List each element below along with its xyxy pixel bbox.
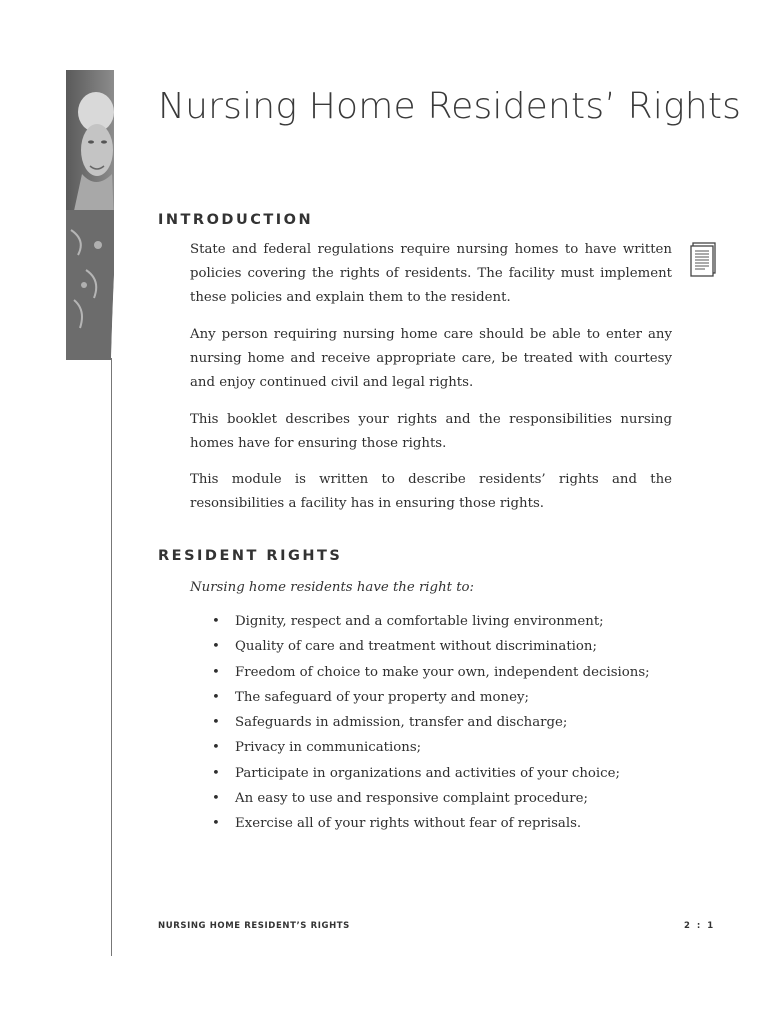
footer-title: NURSING HOME RESIDENT’S RIGHTS: [158, 921, 350, 931]
list-item: [212, 660, 650, 685]
list-item-text: An easy to use and responsive complaint procedure;: [235, 791, 588, 807]
intro-paragraph-3: This booklet describes your rights and the responsibilities nursing homes have for ensuring those rights.: [190, 412, 672, 451]
list-item-text: Exercise all of your rights without fear of reprisals.: [235, 816, 582, 832]
list-item-text: Quality of care and treatment without discrimination;: [235, 639, 597, 655]
bullet-icon: •: [212, 715, 220, 731]
list-item: [212, 710, 650, 735]
rights-lead-text: Nursing home residents have the right to:: [190, 580, 475, 595]
list-item-text: Dignity, respect and a comfortable living environment;: [235, 614, 604, 629]
bullet-icon: •: [212, 816, 220, 832]
margin-rule: [111, 358, 112, 956]
bullet-icon: •: [212, 689, 220, 705]
bullet-icon: •: [212, 740, 220, 756]
document-icon: [689, 242, 719, 278]
bullet-icon: •: [212, 614, 220, 629]
bullet-icon: •: [212, 639, 220, 655]
list-item: [212, 786, 650, 811]
list-item: [212, 811, 650, 836]
page-number: 2 : 1: [684, 921, 716, 931]
list-item: [212, 761, 650, 786]
rights-list: [212, 609, 650, 837]
page-title: Nursing Home Residents’ Rights: [158, 86, 742, 127]
intro-paragraph-1: State and federal regulations require nursing homes to have written policies covering the rights of residents. The facility must implement these policies and explain them to the resident.: [190, 242, 672, 305]
list-item: [212, 685, 650, 710]
list-item: [212, 609, 650, 634]
list-item-text: Privacy in communications;: [235, 740, 422, 756]
bullet-icon: •: [212, 765, 220, 781]
list-item-text: The safeguard of your property and money;: [235, 689, 529, 705]
list-item-text: Participate in organizations and activities of your choice;: [235, 765, 620, 781]
intro-paragraph-2: Any person requiring nursing home care should be able to enter any nursing home and receive appropriate care, be treated with courtesy and enjoy continued civil and legal rights.: [190, 327, 672, 390]
list-item: [212, 634, 650, 659]
list-item: [212, 735, 650, 760]
list-item-text: Freedom of choice to make your own, independent decisions;: [235, 664, 650, 680]
resident-rights-heading: RESIDENT RIGHTS: [158, 548, 343, 564]
list-item-text: Safeguards in admission, transfer and discharge;: [235, 715, 568, 731]
introduction-heading: INTRODUCTION: [158, 212, 314, 228]
bullet-icon: •: [212, 791, 220, 807]
intro-paragraph-4: This module is written to describe residents’ rights and the resonsibilities a facility has in ensuring those rights.: [190, 472, 672, 511]
bullet-icon: •: [212, 664, 220, 680]
elderly-woman-photo: [66, 70, 114, 360]
